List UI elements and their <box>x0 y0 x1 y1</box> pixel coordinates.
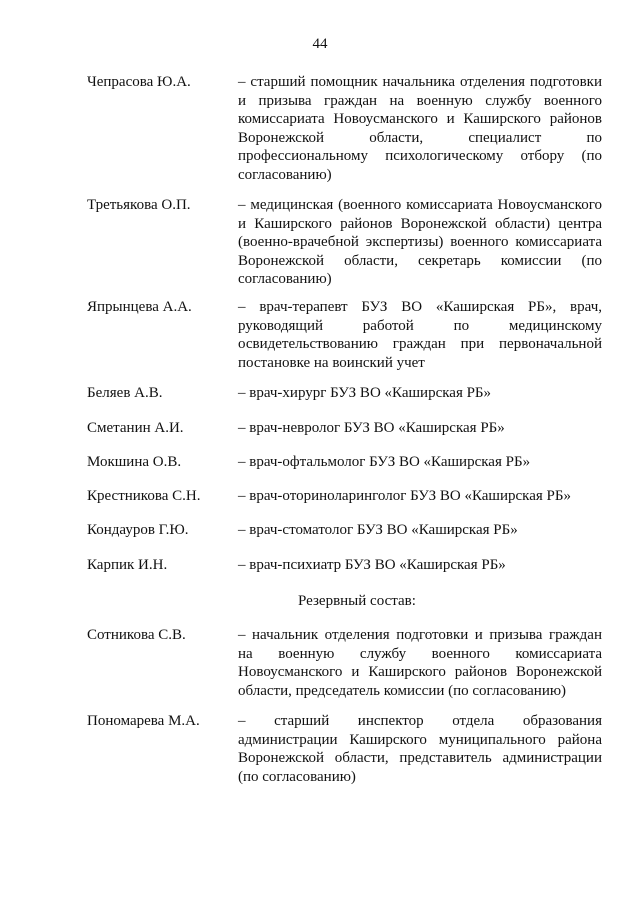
member-name: Пономарева М.А. <box>87 713 200 729</box>
member-name: Чепрасова Ю.А. <box>87 74 191 90</box>
member-name: Третьякова О.П. <box>87 197 191 213</box>
member-role: – начальник отделения подготовки и призыва граждан на военную службу военного комиссариата Новоусманского и Каширского районов Воронежской области, председатель комиссии (по согласованию) <box>238 627 602 699</box>
member-name: Кондауров Г.Ю. <box>87 522 189 538</box>
member-role: – врач-терапевт БУЗ ВО «Каширская РБ», врач, руководящий работой по медицинскому освидетельствованию граждан при первоначальной постановке на воинский учет <box>238 299 602 371</box>
member-name: Япрынцева А.А. <box>87 299 192 315</box>
member-role: – старший инспектор отдела образования администрации Каширского муниципального района Воронежской области, представитель администрации (по согласованию) <box>238 713 602 785</box>
member-role: – врач-хирург БУЗ ВО «Каширская РБ» <box>238 385 492 401</box>
member-role: – врач-стоматолог БУЗ ВО «Каширская РБ» <box>238 522 518 538</box>
member-name: Сметанин А.И. <box>87 420 184 436</box>
member-name: Мокшина О.В. <box>87 454 182 470</box>
member-role: – врач-офтальмолог БУЗ ВО «Каширская РБ» <box>238 454 531 470</box>
member-name: Крестникова С.Н. <box>87 488 201 504</box>
member-name: Сотникова С.В. <box>87 627 186 643</box>
member-role: – медицинская (военного комиссариата Новоусманского и Каширского районов Воронежской области) центра (военно-врачебной экспертизы) военного комиссариата Воронежской области, секретарь комиссии (по согласованию) <box>238 197 602 287</box>
member-role: – старший помощник начальника отделения подготовки и призыва граждан на военную службу военного комиссариата Новоусманского и Каширского районов Воронежской области, специалист по профессиональному психологическому отбору (по согласованию) <box>238 74 602 183</box>
member-name: Карпик И.Н. <box>87 557 168 573</box>
page-number: 44 <box>312 36 328 52</box>
member-role: – врач-невролог БУЗ ВО «Каширская РБ» <box>238 420 505 436</box>
member-role: – врач-оториноларинголог БУЗ ВО «Каширская РБ» <box>238 488 571 504</box>
reserve-heading: Резервный состав: <box>298 593 416 609</box>
member-name: Беляев А.В. <box>87 385 163 401</box>
member-role: – врач-психиатр БУЗ ВО «Каширская РБ» <box>238 557 506 573</box>
